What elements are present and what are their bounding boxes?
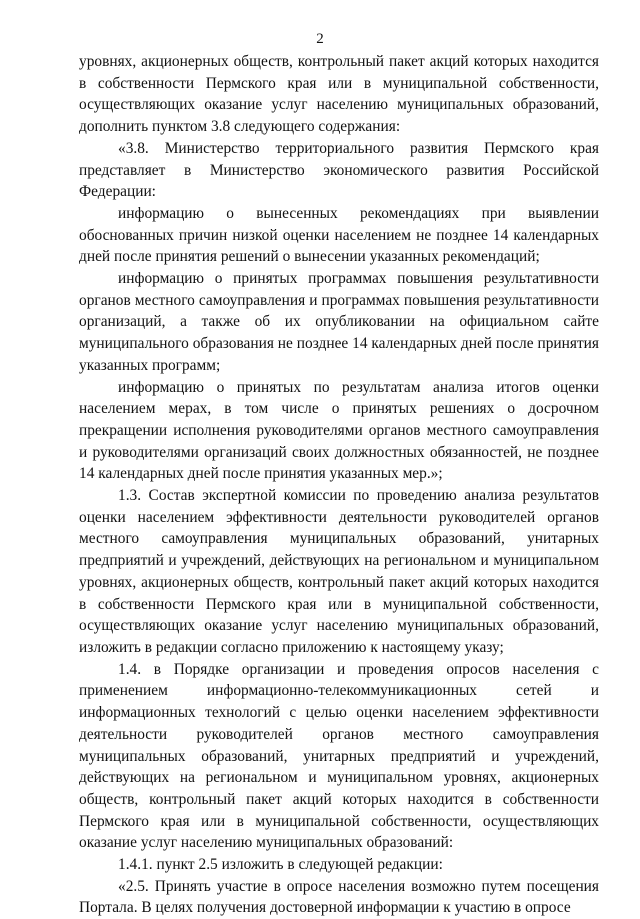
page-number: 2	[316, 31, 324, 47]
paragraph-item-1-4-1: 1.4.1. пункт 2.5 изложить в следующей редакции:	[118, 856, 443, 874]
paragraph-measures-info: информацию о принятых по результатам анализа итогов оценки населением мерах, в том числе о принятых решениях о досрочном прекращении исполнения руководителями органов местного самоуправления и руководителями организаций своих должностных обязанностей, не позднее 14 календарных дней после принятия указанных мер.»;	[79, 378, 599, 483]
paragraph-programs-info: информацию о принятых программах повышения результативности органов местного самоуправления и программах повышения результативности организаций, а также об их опубликовании на официальном сайте муниципального образования не позднее 14 календарных дней после принятия указанных программ;	[79, 270, 599, 374]
paragraph-item-1-3: 1.3. Состав экспертной комиссии по проведению анализа результатов оценки населением эффективности деятельности руководителей органов местного самоуправления муниципальных образований, унитарных предприятий и учреждений, действующих на региональном и муниципальном уровнях, акционерных обществ, контрольный пакет акций которых находится в собственности Пермского края или в муниципальной собственности, осуществляющих оказание услуг населению муниципальных образований, изложить в редакции согласно приложению к настоящему указу;	[79, 487, 599, 656]
paragraph-item-3-8: «3.8. Министерство территориального развития Пермского края представляет в Министерство экономического развития Российской Федерации:	[79, 139, 599, 201]
paragraph-item-1-4: 1.4. в Порядке организации и проведения опросов населения с применением информационно-телекоммуникационных сетей и информационных технологий с целью оценки населением эффективности деятельности руководителей органов местного самоуправления муниципальных образований, унитарных предприятий и учреждений, действующих на региональном и муниципальном уровнях, акционерных обществ, контрольный пакет акций которых находится в собственности Пермского края или в муниципальной собственности, осуществляющих оказание услуг населению муниципальных образований:	[79, 660, 599, 852]
paragraph-item-2-5: «2.5. Принять участие в опросе населения возможно путем посещения Портала. В целях получения достоверной информации к участию в опросе	[79, 877, 599, 917]
paragraph-recommendations-info: информацию о вынесенных рекомендациях при выявлении обоснованных причин низкой оценки населением не позднее 14 календарных дней после принятия решений о вынесении указанных рекомендаций;	[79, 204, 599, 266]
paragraph-continuation: уровнях, акционерных обществ, контрольный пакет акций которых находится в собственности Пермского края или в муниципальной собственности, осуществляющих оказание услуг населению муниципальных образований, дополнить пунктом 3.8 следующего содержания:	[79, 53, 599, 136]
document-body	[79, 51, 599, 919]
